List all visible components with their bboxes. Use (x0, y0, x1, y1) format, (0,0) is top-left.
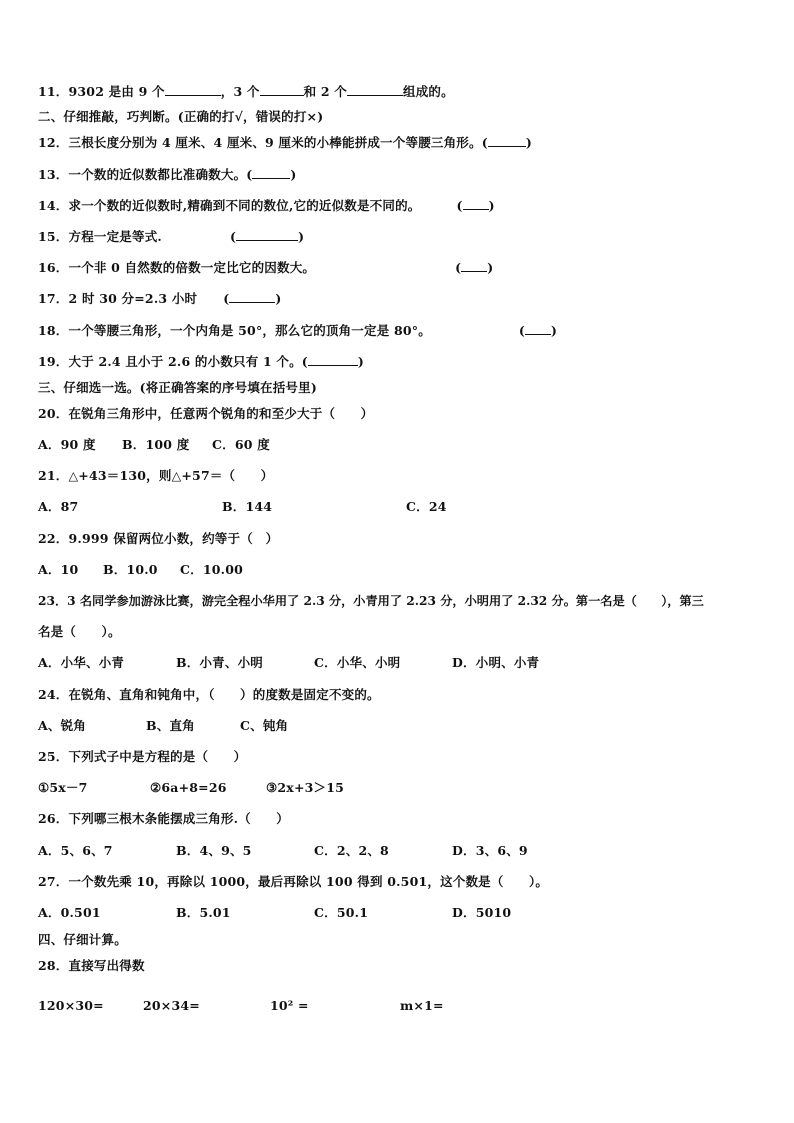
question-20: 20．在锐角三角形中，任意两个锐角的和至少大于（ ） (38, 406, 374, 421)
paren-close: ) (551, 323, 558, 338)
option-c[interactable]: C．10.00 (180, 562, 243, 577)
question-27-options (38, 905, 511, 921)
paren-close: ) (275, 291, 282, 306)
answer-blank[interactable] (236, 229, 298, 241)
section-2-title: 二、仔细推敲，巧判断。(正确的打√，错误的打×) (38, 109, 324, 124)
paren-open: ( (223, 291, 230, 306)
question-18 (38, 323, 557, 339)
question-18-text: 18．一个等腰三角形，一个内角是 50°，那么它的顶角一定是 80°。 (38, 323, 431, 338)
question-23: 23．3 名同学参加游泳比赛，游完全程小华用了 2.3 分，小青用了 2.23 分，小明用了 2.32 分。第一名是（ ），第三 (38, 594, 704, 608)
question-11-mid1: ，3 个 (220, 84, 260, 99)
question-13 (38, 167, 297, 183)
question-21-options (38, 499, 447, 515)
question-22-options (38, 562, 243, 578)
paren-close: ) (290, 167, 297, 182)
blank-3[interactable] (347, 84, 403, 96)
option-a[interactable]: A．5、6、7 (38, 843, 113, 858)
question-25: 25．下列式子中是方程的是（ ） (38, 749, 247, 764)
option-c[interactable]: C．60 度 (212, 437, 270, 452)
option-d[interactable]: D．3、6、9 (452, 843, 528, 858)
option-a[interactable]: A、锐角 (38, 718, 86, 733)
option-a[interactable]: A．90 度 (38, 437, 96, 452)
blank-1[interactable] (165, 84, 221, 96)
question-27: 27．一个数先乘 10，再除以 1000，最后再除以 100 得到 0.501，这个数是（ ）。 (38, 874, 549, 889)
paren-close: ) (487, 260, 494, 275)
option-3[interactable]: ③2x+3＞15 (266, 780, 345, 795)
option-b[interactable]: B．小青、小明 (176, 655, 263, 670)
paren-open: ( (456, 198, 463, 213)
question-21: 21．△+43＝130，则△+57＝（ ） (38, 468, 274, 483)
question-23-continued: 名是（ ）。 (38, 624, 121, 639)
question-24: 24．在锐角、直角和钝角中，（ ）的度数是固定不变的。 (38, 687, 380, 702)
question-24-options (38, 718, 288, 734)
answer-blank[interactable] (488, 135, 526, 147)
option-1[interactable]: ①5x－7 (38, 780, 88, 795)
option-b[interactable]: B．5.01 (176, 905, 231, 920)
question-12-text: 12．三根长度分别为 4 厘米、4 厘米、9 厘米的小棒能拼成一个等腰三角形。( (38, 135, 488, 150)
option-c[interactable]: C、钝角 (240, 718, 289, 733)
option-a[interactable]: A．10 (38, 562, 79, 577)
blank-2[interactable] (260, 84, 304, 96)
question-25-options (38, 780, 344, 796)
question-16-text: 16．一个非 0 自然数的倍数一定比它的因数大。 (38, 260, 316, 275)
answer-blank[interactable] (229, 291, 275, 303)
option-d[interactable]: D．小明、小青 (452, 655, 540, 670)
question-28-items (38, 998, 444, 1014)
option-c[interactable]: C．24 (406, 499, 447, 514)
option-a[interactable]: A．小华、小青 (38, 655, 125, 670)
option-c[interactable]: C．小华、小明 (314, 655, 401, 670)
option-b[interactable]: B．4、9、5 (176, 843, 252, 858)
question-11-prefix: 11．9302 是由 9 个 (38, 84, 165, 99)
paren-open: ( (455, 260, 462, 275)
calc-item[interactable]: 10² = (270, 998, 309, 1013)
question-14-text: 14．求一个数的近似数时,精确到不同的数位,它的近似数是不同的。 (38, 198, 421, 213)
question-11-suffix: 组成的。 (403, 84, 454, 99)
paren-open: ( (229, 229, 237, 244)
question-13-text: 13．一个数的近似数都比准确数大。( (38, 167, 253, 182)
question-26: 26．下列哪三根木条能摆成三角形.（ ） (38, 811, 289, 826)
option-a[interactable]: A．0.501 (38, 905, 101, 920)
answer-blank[interactable] (308, 354, 358, 366)
answer-blank[interactable] (252, 167, 290, 179)
option-a[interactable]: A．87 (38, 499, 79, 514)
option-c[interactable]: C．2、2、8 (314, 843, 389, 858)
question-19 (38, 354, 364, 370)
option-b[interactable]: B．10.0 (103, 562, 158, 577)
question-28: 28．直接写出得数 (38, 958, 145, 973)
calc-item[interactable]: 20×34= (143, 998, 200, 1013)
answer-blank[interactable] (525, 323, 551, 335)
section-4-title: 四、仔细计算。 (38, 932, 127, 947)
calc-item[interactable]: 120×30= (38, 998, 104, 1013)
option-b[interactable]: B．100 度 (122, 437, 190, 452)
question-12 (38, 135, 532, 151)
paren-open: ( (518, 323, 526, 338)
calc-item[interactable]: m×1= (400, 998, 444, 1013)
question-14 (38, 198, 495, 214)
question-19-text: 19．大于 2.4 且小于 2.6 的小数只有 1 个。( (38, 354, 308, 369)
option-b[interactable]: B、直角 (146, 718, 195, 733)
option-2[interactable]: ②6a+8=26 (150, 780, 227, 795)
paren-close: ) (298, 229, 305, 244)
option-b[interactable]: B．144 (222, 499, 273, 514)
question-11 (38, 84, 454, 100)
paren-close: ) (525, 135, 532, 150)
answer-blank[interactable] (463, 198, 489, 210)
question-26-options (38, 843, 528, 859)
question-15-text: 15．方程一定是等式. (38, 229, 162, 244)
paren-close: ) (488, 198, 495, 213)
question-11-mid2: 和 2 个 (303, 84, 348, 99)
section-3-title: 三、仔细选一选。(将正确答案的序号填在括号里) (38, 380, 317, 395)
question-16 (38, 260, 493, 276)
question-20-options (38, 437, 270, 453)
question-23-options (38, 655, 539, 671)
question-15 (38, 229, 304, 245)
question-17-text: 17．2 时 30 分=2.3 小时 (38, 291, 198, 306)
question-17 (38, 291, 281, 307)
option-d[interactable]: D．5010 (452, 905, 512, 920)
answer-blank[interactable] (461, 260, 487, 272)
paren-close: ) (357, 354, 365, 369)
option-c[interactable]: C．50.1 (314, 905, 369, 920)
question-22: 22．9.999 保留两位小数，约等于（ ） (38, 531, 279, 546)
